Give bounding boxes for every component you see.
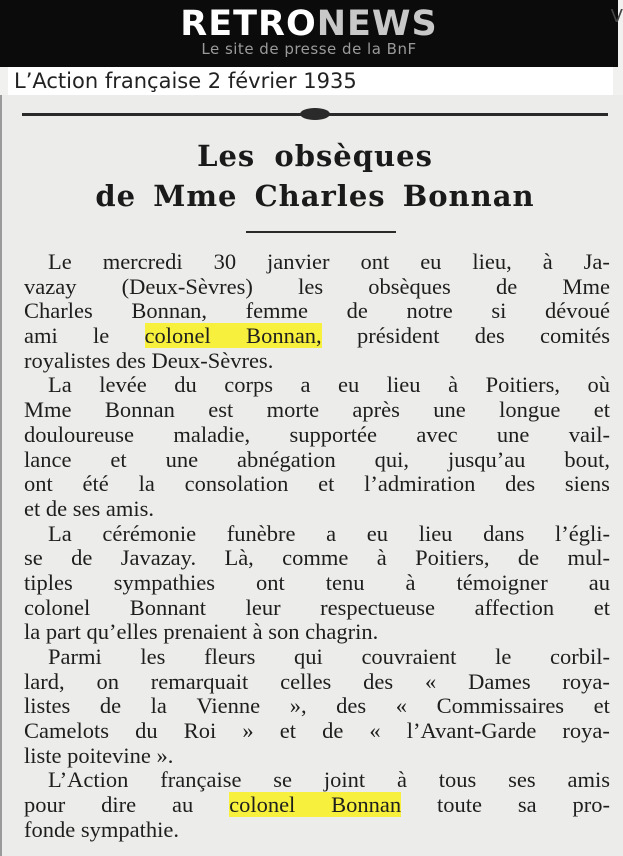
article-line xyxy=(24,472,610,497)
word: levée xyxy=(99,372,147,398)
word: La xyxy=(48,520,72,546)
word: Charles xyxy=(24,298,93,324)
word: bout, xyxy=(564,446,610,472)
word: roya- xyxy=(562,668,610,694)
word: l’égli- xyxy=(555,520,610,546)
line-text: pour dire au xyxy=(24,792,230,818)
article-line xyxy=(24,793,610,818)
word: les xyxy=(140,644,166,669)
word: tiples xyxy=(24,569,73,595)
word: Bonnan xyxy=(104,397,175,423)
rule-ornament xyxy=(300,108,330,120)
word: une xyxy=(165,446,199,472)
word: Là, xyxy=(224,545,254,571)
word: Ja- xyxy=(583,249,610,274)
retronews-logo[interactable] xyxy=(0,4,618,44)
article-line xyxy=(24,250,610,275)
article-line xyxy=(24,423,610,448)
article-line xyxy=(24,275,610,300)
line-text: toute sa pro- xyxy=(401,792,610,818)
word: de xyxy=(322,718,344,744)
word: lance xyxy=(24,446,72,472)
article-line xyxy=(24,571,610,596)
word: les xyxy=(298,273,324,299)
word: douloureuse xyxy=(24,421,134,447)
article-line xyxy=(24,546,610,571)
word: des xyxy=(336,693,367,719)
word: mul- xyxy=(567,545,610,571)
word: amis xyxy=(567,767,610,793)
article-line: et de ses amis. xyxy=(24,495,154,521)
word: celles xyxy=(280,668,332,694)
headline-line-1: Les obsèques xyxy=(197,139,433,173)
word: mercredi xyxy=(102,249,183,274)
word: joint xyxy=(323,767,366,793)
word: Commissaires xyxy=(436,693,565,719)
word: de xyxy=(99,693,122,719)
word: siens xyxy=(564,471,610,497)
word: Bonnant xyxy=(129,594,207,620)
word: témoigner xyxy=(456,569,548,595)
article-line xyxy=(24,299,610,324)
word: dévoué xyxy=(544,298,610,324)
word: des xyxy=(363,668,394,694)
article-line xyxy=(24,694,610,719)
word: Le xyxy=(48,249,72,274)
word: à xyxy=(542,249,553,274)
word: janvier xyxy=(267,249,330,274)
article-line xyxy=(24,522,610,547)
word: leur xyxy=(245,594,281,620)
word: La xyxy=(48,372,72,398)
highlighted-name: colonel Bonnan xyxy=(229,792,402,818)
word: à xyxy=(405,569,416,595)
word: lieu xyxy=(386,372,421,398)
word: maladie, xyxy=(173,421,251,447)
word: qui xyxy=(294,644,323,669)
word: Camelots xyxy=(24,718,109,744)
highlighted-name: colonel Bonnan, xyxy=(144,323,322,349)
word: Roi xyxy=(183,718,217,744)
word: une xyxy=(433,397,466,423)
word: obsèques xyxy=(368,273,451,299)
word: vail- xyxy=(568,421,610,447)
word: Mme xyxy=(24,397,72,423)
word: respectueuse xyxy=(320,594,436,620)
word: « xyxy=(369,718,381,744)
article-line xyxy=(24,768,610,793)
word: Bonnan, xyxy=(131,298,207,324)
word: « xyxy=(395,693,407,719)
word: ont xyxy=(24,471,53,497)
word: abnégation xyxy=(236,446,336,472)
word: morte xyxy=(266,397,320,423)
word: du xyxy=(135,718,158,744)
word: sympathies xyxy=(113,569,215,595)
word: du xyxy=(174,372,197,398)
headline-line-2: de Mme Charles Bonnan xyxy=(95,179,535,213)
word: et xyxy=(318,471,335,497)
word: Poitiers, xyxy=(415,545,490,571)
word: à xyxy=(376,545,387,571)
word: Dames xyxy=(468,668,531,694)
word: fleurs xyxy=(204,644,256,669)
word: funèbre xyxy=(226,520,296,546)
article-line xyxy=(24,645,610,670)
word: affection xyxy=(474,594,555,620)
word: et xyxy=(593,693,610,719)
word: la xyxy=(138,471,155,497)
word: « xyxy=(425,668,437,694)
word: listes xyxy=(24,693,71,719)
word: l’Avant-Garde xyxy=(406,718,537,744)
article-line: fonde sympathie. xyxy=(24,816,179,842)
word: et xyxy=(110,446,127,472)
word: l’admiration xyxy=(364,471,476,497)
word: Javazay. xyxy=(120,545,197,571)
line-text: président des comités xyxy=(321,323,610,349)
word: se xyxy=(24,545,43,571)
word: eu xyxy=(366,520,389,546)
article-line: liste poitevine ». xyxy=(24,742,174,768)
word: comme xyxy=(282,545,349,571)
top-ornamental-rule xyxy=(22,113,608,116)
word: colonel xyxy=(24,594,91,620)
word: ont xyxy=(256,569,285,595)
article-body xyxy=(24,250,610,843)
word: où xyxy=(587,372,610,398)
word: corps xyxy=(224,372,273,398)
word: Poitiers, xyxy=(485,372,560,398)
word: de xyxy=(346,298,368,324)
word: ont xyxy=(360,249,390,274)
word: qui, xyxy=(374,446,410,472)
word: de xyxy=(495,273,518,299)
word: dans xyxy=(483,520,525,546)
article-line xyxy=(24,596,610,621)
word: notre xyxy=(406,298,453,324)
word: avec xyxy=(416,421,458,447)
word: longue xyxy=(499,397,561,423)
word: 30 xyxy=(213,249,237,274)
word: des xyxy=(505,471,536,497)
word: été xyxy=(82,471,109,497)
word: eu xyxy=(420,249,442,274)
word: femme xyxy=(245,298,309,324)
logo-retro: RETRO xyxy=(180,4,317,44)
word: Mme xyxy=(562,273,610,299)
word: » xyxy=(242,718,254,744)
word: a xyxy=(300,372,311,398)
word: tous xyxy=(438,767,477,793)
word: et xyxy=(279,718,296,744)
source-title: L’Action française 2 février 1935 xyxy=(14,69,357,93)
word: lieu xyxy=(418,520,453,546)
line-text: ami le xyxy=(24,323,145,349)
retronews-banner xyxy=(0,0,618,67)
banner-tagline: Le site de presse de la BnF xyxy=(201,40,417,58)
word: on xyxy=(96,668,119,694)
word: lieu, xyxy=(472,249,512,274)
word: et xyxy=(593,397,610,423)
word: la xyxy=(150,693,167,719)
word: le xyxy=(495,644,512,669)
word: ses xyxy=(508,767,536,793)
word: au xyxy=(588,569,610,595)
word: se xyxy=(273,767,293,793)
word: cérémonie xyxy=(102,520,197,546)
word: L’Action xyxy=(48,767,129,793)
word: si xyxy=(491,298,507,324)
word: Parmi xyxy=(48,644,102,669)
word: consolation xyxy=(184,471,289,497)
newspaper-clipping xyxy=(0,95,623,856)
word: après xyxy=(352,397,400,423)
article-line: la part qu’elles prenaient à son chagrin. xyxy=(24,619,379,645)
word: à xyxy=(448,372,459,398)
clipping-edge xyxy=(0,95,2,856)
word: tenu xyxy=(325,569,365,595)
logo-news: NEWS xyxy=(316,4,438,44)
word: supportée xyxy=(289,421,377,447)
word: », xyxy=(289,693,307,719)
edge-glyph: V xyxy=(610,6,623,27)
article-line: royalistes des Deux-Sèvres. xyxy=(24,347,274,373)
word: et xyxy=(593,594,610,620)
word: couvraient xyxy=(361,644,457,669)
article-line xyxy=(24,373,610,398)
word: (Deux-Sèvres) xyxy=(121,273,253,299)
headline-rule xyxy=(246,231,396,233)
word: roya- xyxy=(562,718,610,744)
word: est xyxy=(208,397,234,423)
word: jusqu’au xyxy=(447,446,526,472)
word: de xyxy=(71,545,93,571)
word: remarquait xyxy=(150,668,249,694)
word: a xyxy=(326,520,337,546)
word: une xyxy=(496,421,530,447)
article-line xyxy=(24,398,610,423)
word: lard, xyxy=(24,668,65,694)
article-line xyxy=(24,324,610,349)
word: de xyxy=(517,545,540,571)
article-line xyxy=(24,670,610,695)
article-line xyxy=(24,719,610,744)
word: française xyxy=(160,767,242,793)
word: vazay xyxy=(24,273,77,299)
word: eu xyxy=(338,372,360,398)
word: Vienne xyxy=(196,693,261,719)
word: corbil- xyxy=(550,644,610,669)
word: à xyxy=(396,767,407,793)
article-line xyxy=(24,448,610,473)
